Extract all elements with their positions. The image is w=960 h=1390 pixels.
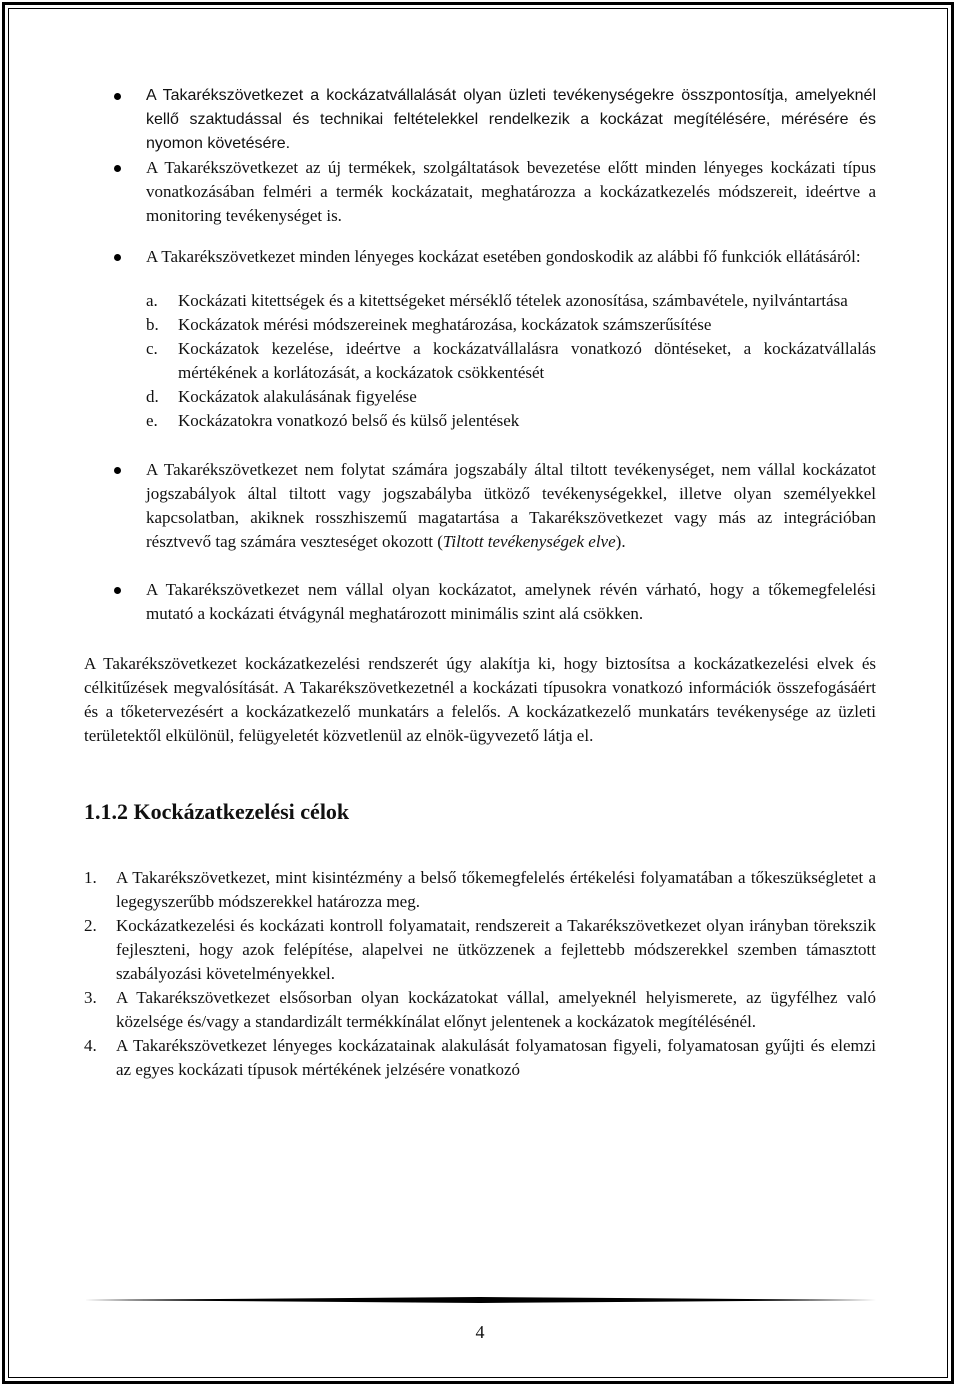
list-item: c. Kockázatok kezelése, ideértve a kockázatvállalásra vonatkozó döntéseket, a kockázatvállalás mértékének a korlátozását, a kockázatok csökkentését [146,339,876,382]
list-item: 1. A Takarékszövetkezet, mint kisintézmény a belső tőkemegfelelés értékelési folyamatában a tőkeszükségletet a legegyszerűbb módszerekkel határozza meg. [84,868,876,911]
list-item: 4. A Takarékszövetkezet lényeges kockázatainak alakulását folyamatosan figyeli, folyamatosan gyűjti és elemzi az egyes kockázati típusok mértékének jelzésére vonatkozó [84,1036,876,1079]
list-item: A Takarékszövetkezet a kockázatvállalását olyan üzleti tevékenységekre összpontosítja, amelyeknél kellő szaktudással és technikai feltételekkel rendelkezik a kockázat megítélésére, mérésére és nyomon követésére. [84,84,876,156]
functions-list [84,289,876,433]
document-body [84,84,876,1082]
restrictions-list [84,458,876,626]
list-item: d. Kockázatok alakulásának figyelése [146,387,417,406]
list-item: a. Kockázati kitettségek és a kitettségeket mérséklő tételek azonosítása, számbavétele, nyilvántartása [146,291,848,310]
list-item: A Takarékszövetkezet nem folytat számára jogszabály által tiltott tevékenységet, nem vállal kockázatot jogszabályok által tiltott vagy jogszabályba ütköző tevékenységekkel, illetve olyan személyekkel kapcsolatban, akiknek rosszhiszemű magatartása a Takarékszövetkezet vagy más az integrációban résztvevő tag számára veszteséget okozott (Tiltott tevékenységek elve). [84,458,876,554]
page-number: 4 [475,1322,485,1342]
footer-divider [84,1297,876,1303]
list-item: 2. Kockázatkezelési és kockázati kontroll folyamatait, rendszereit a Takarékszövetkezet olyan irányban törekszik fejleszteni, hogy azok felépítése, alapelvei ne ütközzenek a fejlettebb módszerekkel szemben támasztott szabályozási követelményekkel. [84,916,876,983]
list-item: A Takarékszövetkezet nem vállal olyan kockázatot, amelynek révén várható, hogy a tőkemegfelelési mutató a kockázati étvágynál meghatározott minimális szint alá csökken. [84,578,876,626]
list-item: e. Kockázatokra vonatkozó belső és külső jelentések [146,411,520,430]
goals-list [84,866,876,1082]
paragraph: A Takarékszövetkezet kockázatkezelési rendszerét úgy alakítja ki, hogy biztosítsa a kockázatkezelési elvek és célkitűzések megvalósítását. A Takarékszövetkezetnél a kockázati típusokra vonatkozó információk összefogásáért és a tőketervezésért a kockázatkezelő munkatárs a felelős. A kockázatkezelő munkatárs tevékenysége az üzleti területektől elkülönül, felügyeletét közvetlenül az elnök-ügyvezető látja el. [84,654,876,745]
principles-list [84,84,876,269]
list-item: 3. A Takarékszövetkezet elsősorban olyan kockázatokat vállal, amelyeknél helyismerete, az ügyfélhez való közelsége és/vagy a standardizált termékkínálat előnyt jelentenek a kockázatok megítélésénél. [84,988,876,1031]
list-item: b. Kockázatok mérési módszereinek meghatározása, kockázatok számszerűsítése [146,315,712,334]
list-item: A Takarékszövetkezet minden lényeges kockázat esetében gondoskodik az alábbi fő funkciók ellátásáról: [84,245,876,269]
section-heading: 1.1.2 Kockázatkezelési célok [84,799,350,824]
list-item: A Takarékszövetkezet az új termékek, szolgáltatások bevezetése előtt minden lényeges kockázati típus vonatkozásában felméri a termék kockázatait, meghatározza a kockázatkezelés módszereit, ideértve a monitoring tevékenységet is. [84,156,876,228]
